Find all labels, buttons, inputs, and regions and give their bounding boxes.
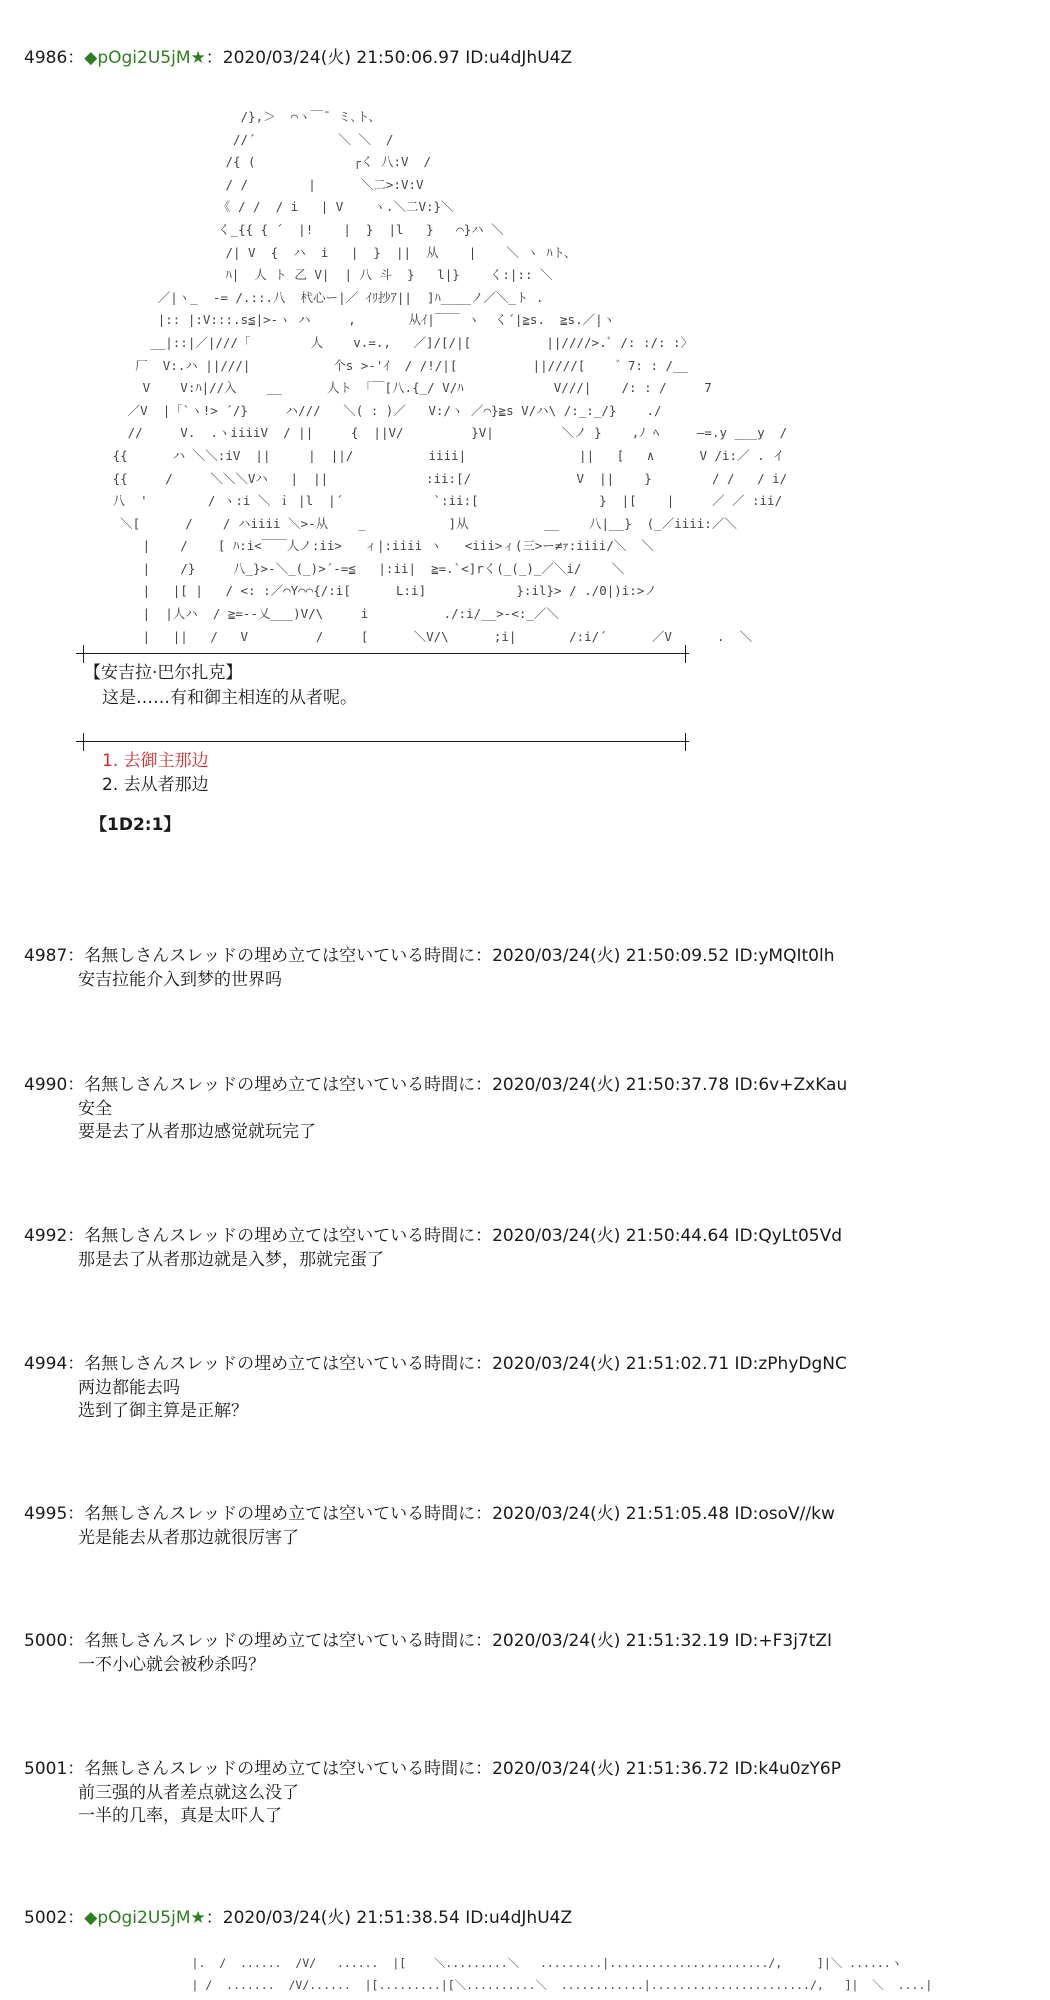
post-meta: ：名無しさんスレッドの埋め立ては空いている時間に：2020/03/24(火) 21:51:32.19 ID:+F3j7tZI — [67, 1631, 833, 1651]
post-number[interactable]: 4990 — [24, 1075, 68, 1095]
star-icon: ★ — [190, 1908, 206, 1928]
ascii-art: |. / ...... /V/ ...... |[ ＼.........＼ .........|......................./, ]|＼ ......ヽ | / ....... /V/...... |[.........|[＼..........＼ ............|......................./, ]| ＼ ....| — [191, 1956, 933, 1992]
post-meta: ：名無しさんスレッドの埋め立ては空いている時間に：2020/03/24(火) 21:50:44.64 ID:QyLt05Vd — [67, 1226, 842, 1246]
post-meta: ：名無しさんスレッドの埋め立ては空いている時間に：2020/03/24(火) 21:51:02.71 ID:zPhyDgNC — [67, 1354, 847, 1374]
separator: ： — [67, 48, 85, 68]
post-body-line: 选到了御主算是正解？ — [78, 1401, 248, 1421]
divider-bottom-right-cross — [685, 733, 686, 751]
post-body-line: 安全 — [78, 1099, 112, 1119]
divider-top — [76, 653, 689, 654]
post-number[interactable]: 5001 — [24, 1759, 68, 1779]
ascii-art: /},＞ ⌒ヽ￣¯ ミ､ト、 //´ ＼ ＼ / /{ ( ┌く 八:V / / / | ＼二>:V:V 《 / / / i | V ヽ.＼二V:}＼ く_{{ { ´ |! | } |l } ⌒}ハ ＼ /| V { ハ i | } || 从 | ＼ ヽ ﾊト、 ﾊ| 人 ト 乙 V| | 八 斗 } l|} く:|:: ＼ ／|ヽ_ -= /.::.八 杙心ー|／ ｲﾘ抄ｱ|| ]ﾊ____ノ／＼_ト . |:: |:V:::.s≦|>-ヽ ハ , 从ｲ|￣￣ ヽ く´|≧s. ≧s.／|ヽ __|::|／|///「 人 v.=., ／]/[/|[ ||////>.ﾞ /: :/: :〉 厂 V:.ハ ||///| 个s >-'ｲ / /!/|[ ||////[ ゛7: : /__ V V:ﾊ|//入 __ 人ト 「￣[八.{_/ V/ﾊ V///| /: : / 7 ／V |「`ヽ!> ´/} ハ/// ＼( : )／ V:/ヽ ／⌒}≧s V/ハ\ /:_:_/} ./ // V. .ヽiiiiV / || { ||V/ }V| ＼ノ } ,ﾉ ﾍ ―=.y ___y / {{ ハ ＼＼:iV || | ||/ iiii| || [ ∧ V /i:／ . イ {{ / ＼＼＼Vハ | || :ii:[/ V || } / / / i/ 八 ' / ヽ:i ＼ ｉ |l |´ `:ii:[ } |[ | ／ ／ :ii/ ＼[ / / ハiiii ＼>-从 _ ]从 __ 八|__} (_／iiii:／＼ | / [ ﾊ:i<￣￣人ノ:ii> ィ|:iiii ヽ <iii>ィ(三>ー≠ｧ:iiii/＼ ＼ | /} 八_}>-＼_(_)>´-=≦ |:ii| ≧=.`<]rく(_(_)_／＼i/ ＼ | |[ | / <: :／⌒Y⌒⌒{/:i[ L:i] }:il}> / ./0|)i:>ノ | |人ハ / ≧=--乂___)V/\ i ./:i/__>-<:_／＼ | || / V / [ ＼V/\ ;i| /:i/´ ／V . ＼ — [112, 109, 788, 644]
post-meta: ：名無しさんスレッドの埋め立ては空いている時間に：2020/03/24(火) 21:50:09.52 ID:yMQIt0lh — [67, 946, 835, 966]
post-header — [24, 48, 572, 68]
divider-top-right-cross — [685, 645, 686, 663]
choice-option-1: 1. 去御主那边 — [102, 751, 209, 771]
dice-result: 【1D2:1】 — [90, 815, 181, 835]
post-body-line: 那是去了从者那边就是入梦，那就完蛋了 — [78, 1250, 384, 1270]
speaker-name: 【安吉拉·巴尔扎克】 — [84, 663, 243, 683]
post-meta: ：名無しさんスレッドの埋め立ては空いている時間に：2020/03/24(火) 21:51:36.72 ID:k4u0zY6P — [67, 1759, 841, 1779]
divider-top-left-cross — [83, 645, 84, 663]
speaker-dialogue: 这是……有和御主相连的从者呢。 — [102, 688, 357, 708]
post-number[interactable]: 4995 — [24, 1504, 68, 1524]
post-header — [24, 1908, 572, 1928]
post-body-line: 前三强的从者差点就这么没了 — [78, 1783, 299, 1803]
divider-bottom-left-cross — [83, 733, 84, 751]
post-header — [24, 1075, 847, 1095]
post-body-line: 一不小心就会被秒杀吗？ — [78, 1655, 265, 1675]
post-body-line: 光是能去从者那边就很厉害了 — [78, 1528, 299, 1548]
post-datetime-id: ：2020/03/24(火) 21:51:38.54 ID:u4dJhU4Z — [205, 1908, 573, 1928]
post-meta: ：名無しさんスレッドの埋め立ては空いている時間に：2020/03/24(火) 21:51:05.48 ID:osoV//kw — [67, 1504, 835, 1524]
post-number[interactable]: 4992 — [24, 1226, 68, 1246]
star-icon: ★ — [190, 48, 206, 68]
post-number[interactable]: 4994 — [24, 1354, 68, 1374]
post-meta: ：名無しさんスレッドの埋め立ては空いている時間に：2020/03/24(火) 21:50:37.78 ID:6v+ZxKau — [67, 1075, 848, 1095]
post-header — [24, 1226, 842, 1246]
choice-option-2: 2. 去从者那边 — [102, 775, 209, 795]
post-number[interactable]: 4987 — [24, 946, 68, 966]
post-header — [24, 1504, 835, 1524]
post-header — [24, 1759, 841, 1779]
post-header — [24, 1631, 832, 1651]
author-tripcode: ◆pOgi2U5jM — [84, 1908, 191, 1928]
post-header — [24, 1354, 847, 1374]
post-body-line: 安吉拉能介入到梦的世界吗 — [78, 970, 282, 990]
post-body-line: 两边都能去吗 — [78, 1378, 180, 1398]
post-body-line: 要是去了从者那边感觉就玩完了 — [78, 1122, 316, 1142]
post-datetime-id: ：2020/03/24(火) 21:50:06.97 ID:u4dJhU4Z — [205, 48, 573, 68]
divider-bottom — [76, 741, 689, 742]
author-tripcode: ◆pOgi2U5jM — [84, 48, 191, 68]
post-header — [24, 946, 834, 966]
post-body-line: 一半的几率，真是太吓人了 — [78, 1806, 282, 1826]
separator: ： — [67, 1908, 85, 1928]
post-number[interactable]: 5000 — [24, 1631, 68, 1651]
post-number[interactable]: 5002 — [24, 1908, 68, 1928]
post-number[interactable]: 4986 — [24, 48, 68, 68]
